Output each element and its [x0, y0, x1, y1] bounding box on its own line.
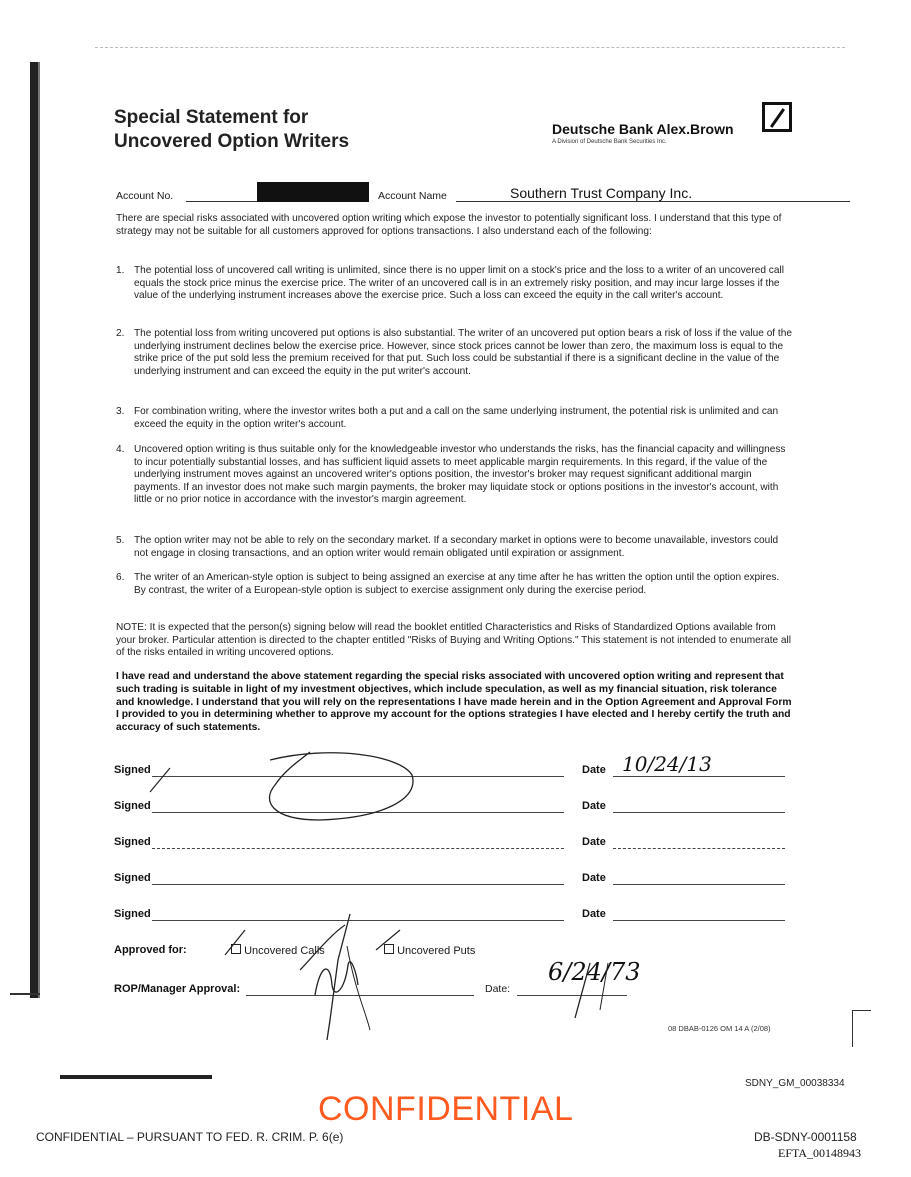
- bank-division: A Division of Deutsche Bank Securities Inc.: [552, 139, 667, 145]
- account-name-value: Southern Trust Company Inc.: [510, 185, 693, 201]
- item-text: The option writer may not be able to rely on the secondary market. If a secondary market in options were to become unavailable, investors could not engage in closing transactions, and an option writer would remain obligated until expiration or assignment.: [134, 535, 779, 559]
- approved-for-label: Approved for:: [114, 944, 187, 956]
- signed-label: Signed: [114, 764, 151, 776]
- item-text: The potential loss from writing uncovered put options is also substantial. The writer of an uncovered put option bears a risk of loss if the value of the underlying instrument declines below the exercise price. However, since stock prices cannot be lower than zero, the maximum loss is equal to the strike price of the put sold less the premium received for that put. Such loss could be substantial if there is a significant decline in the value of the underlying instrument and can exceed the equity in the put writer's account.: [134, 328, 792, 377]
- handwritten-date: 10/24/13: [622, 752, 712, 776]
- signed-label: Signed: [114, 872, 151, 884]
- note-paragraph: NOTE: It is expected that the person(s) signing below will read the booklet entitled Characteristics and Risks of Standardized Options available from your broker. Particular attention is directed to the chapter entitled "Risks of Buying and Writing Options." This statement is not intended to enumerate all of the risks entailed in writing uncovered options.: [116, 622, 792, 659]
- title-line-1: Special Statement for: [114, 107, 309, 128]
- item-text: Uncovered option writing is thus suitable only for the knowledgeable investor who understands the risks, has the financial capacity and willingness to incur potentially substantial losses, and has sufficient liquid assets to meet applicable margin requirements. In this regard, if the value of the underlying instrument moves against an uncovered writer's options position, the investor's broker may request significant additional margin payments. If an investor does not make such margin payments, the broker may liquidate stock or options positions in the investor's account, with little or no prior notice in accordance with the investor's margin agreement.: [134, 444, 786, 506]
- form-code: 08 DBAB-0126 OM 14 A (2/08): [668, 1024, 771, 1033]
- date-label: Date: [582, 908, 606, 920]
- intro-paragraph: There are special risks associated with uncovered option writing which expose the investor to potentially significant loss. I understand that this type of strategy may not be suitable for all customers approved for options transactions. I also understand each of the following:: [116, 213, 782, 237]
- bank-name: Deutsche Bank Alex.Brown: [552, 121, 734, 137]
- uncovered-puts-label: Uncovered Puts: [397, 945, 476, 957]
- footer-left: CONFIDENTIAL – PURSUANT TO FED. R. CRIM. P. 6(e): [36, 1130, 344, 1144]
- efta-number: EFTA_00148943: [778, 1146, 862, 1160]
- uncovered-calls-label: Uncovered Calls: [244, 945, 325, 957]
- item-number: 4.: [116, 444, 125, 455]
- item-number: 2.: [116, 328, 125, 339]
- item-number: 3.: [116, 406, 125, 417]
- title-line-2: Uncovered Option Writers: [114, 131, 350, 152]
- item-number: 1.: [116, 265, 125, 276]
- rop-approval-label: ROP/Manager Approval:: [114, 983, 241, 995]
- handwritten-rop-date: 6/24/73: [548, 958, 641, 986]
- item-number: 6.: [116, 572, 125, 583]
- signed-label: Signed: [114, 836, 151, 848]
- date-label: Date: [582, 836, 606, 848]
- acknowledgement-paragraph: I have read and understand the above statement regarding the special risks associated with uncovered option writing and represent that such trading is suitable in light of my investment objectives, which include speculation, as well as my financial situation, risk tolerance and knowledge. I understand that you will rely on the representations I have made herein and in the Option Agreement and Approval Form I provided to you in determining whether to approve my account for the options strategies I have elected and I hereby certify the truth and accuracy of such statements.: [116, 671, 792, 734]
- rop-date-label: Date:: [485, 983, 511, 995]
- date-label: Date: [582, 800, 606, 812]
- bates-number-top: SDNY_GM_00038334: [745, 1078, 845, 1089]
- account-name-label: Account Name: [378, 190, 447, 202]
- date-label: Date: [582, 872, 606, 884]
- footer-right: DB-SDNY-0001158: [754, 1130, 857, 1144]
- confidential-stamp: CONFIDENTIAL: [318, 1090, 574, 1128]
- item-text: The potential loss of uncovered call writing is unlimited, since there is no upper limit on a stock's price and the loss to a writer of an uncovered call equals the stock price minus the exercise price. The writer of an uncovered call is in an extremely risky position, and may incur large losses if the value of the underlying instrument increases above the exercise price. Such a loss can exceed the equity in the call writer's account.: [134, 265, 784, 302]
- item-text: For combination writing, where the investor writes both a put and a call on the same underlying instrument, the potential risk is unlimited and can exceed the equity in the option writer's account.: [134, 406, 779, 430]
- signed-label: Signed: [114, 908, 151, 920]
- item-text: The writer of an American-style option is subject to being assigned an exercise at any time after he has written the option until the option expires. By contrast, the writer of a European-style option is subject to exercise assignment only during the exercise period.: [134, 572, 780, 596]
- scan-bottom-bar: [60, 1075, 212, 1079]
- signed-label: Signed: [114, 800, 151, 812]
- item-number: 5.: [116, 535, 125, 546]
- date-label: Date: [582, 764, 606, 776]
- account-number-label: Account No.: [116, 190, 174, 202]
